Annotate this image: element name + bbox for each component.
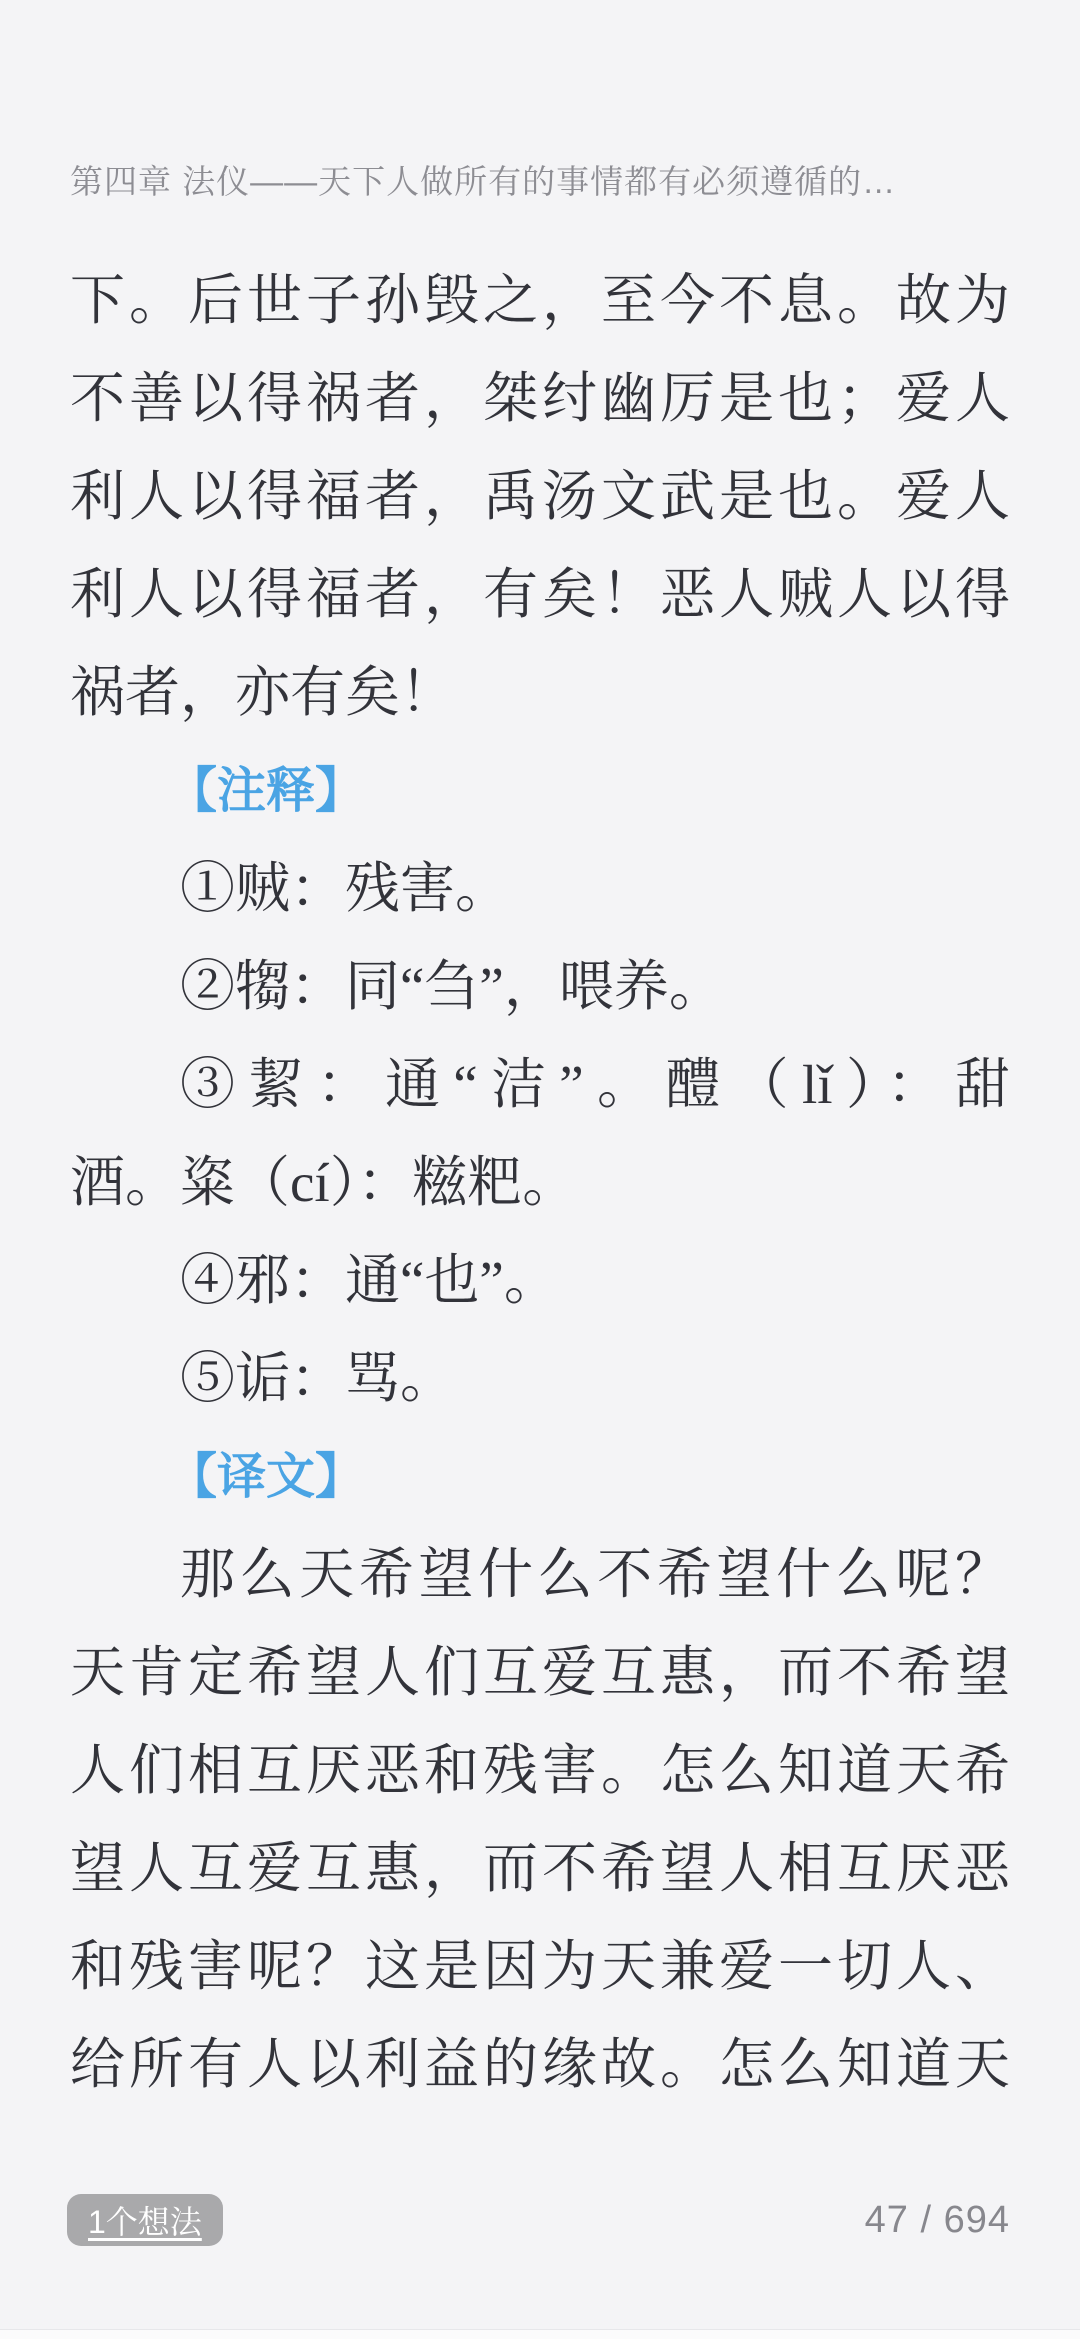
translation-line: 望人互爱互惠，而不希望人相互厌恶 xyxy=(70,1838,1010,1899)
body-text-line: 利人以得福者，禹汤文武是也。爱人 xyxy=(70,466,1010,527)
translation-line: 那么天希望什么不希望什么呢？ xyxy=(180,1544,1010,1605)
annotation-line: ③絜：通“洁”。醴（lǐ）：甜 xyxy=(180,1054,1010,1115)
body-text-line: 不善以得祸者，桀纣幽厉是也；爱人 xyxy=(70,368,1010,429)
annotations-heading: 【注释】 xyxy=(168,764,365,818)
page-content xyxy=(70,252,1010,2114)
reader-footer xyxy=(67,2194,1010,2246)
thoughts-badge-button[interactable] xyxy=(67,2194,223,2246)
annotation-line: ⑤诟：骂。 xyxy=(180,1348,456,1409)
annotation-line: ④邪：通“也”。 xyxy=(180,1250,559,1311)
translation-line: 和残害呢？这是因为天兼爱一切人、 xyxy=(70,1936,1010,1997)
translation-line: 给所有人以利益的缘故。怎么知道天 xyxy=(70,2034,1010,2095)
translation-line: 天肯定希望人们互爱互惠，而不希望 xyxy=(70,1642,1010,1703)
bottom-home-strip xyxy=(0,2329,1080,2339)
chapter-title: 第四章 法仪——天下人做所有的事情都有必须遵循的… xyxy=(70,163,897,200)
annotation-line: ②犓：同“刍”，喂养。 xyxy=(180,956,724,1017)
translation-line: 人们相互厌恶和残害。怎么知道天希 xyxy=(70,1740,1010,1801)
annotation-line: 酒。粢（cí）：糍粑。 xyxy=(70,1152,578,1213)
body-text-line: 利人以得福者，有矣！恶人贼人以得 xyxy=(70,564,1010,625)
body-text-line: 下。后世子孙毁之，至今不息。故为 xyxy=(70,270,1010,331)
thoughts-badge-label: 1个想法 xyxy=(88,2204,202,2240)
page-indicator: 47 / 694 xyxy=(864,2198,1010,2241)
annotation-line: ①贼：残害。 xyxy=(180,858,511,919)
body-text-line: 祸者，亦有矣！ xyxy=(70,662,456,723)
translation-heading: 【译文】 xyxy=(168,1450,365,1504)
